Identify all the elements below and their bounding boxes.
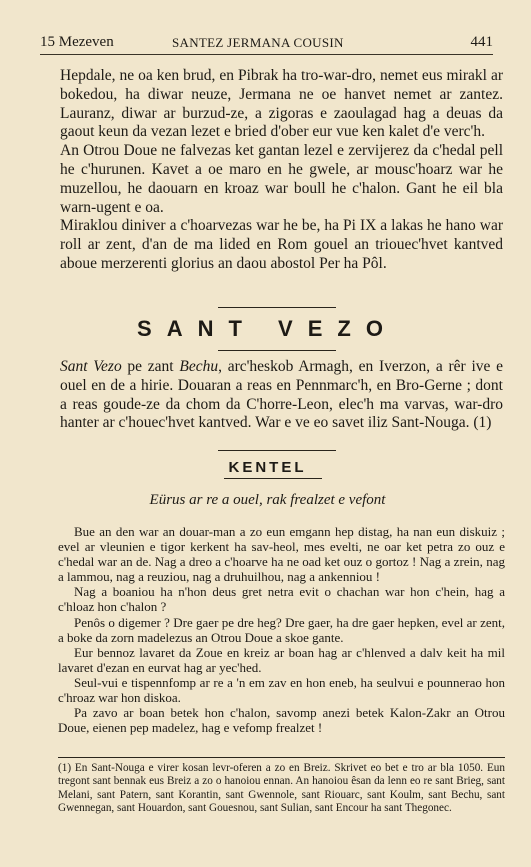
page-number: 441 (470, 34, 493, 50)
paragraph: Bue an den war an douar-man a zo eun emgann hep distag, ha nan eun diskuiz ; evel ar vleunien e tigor kerkent ha sav-heol, mes evelti, ne oar ket petra zo ouz e c'hedal war an de. Nag a dreo a c'hoarve ha ne oad ket ouz o gortoz ! Nag a zrein, nag a lammou, nag a reuziou, nag a druhuilhou, nag a ankenniou ! (58, 524, 505, 585)
paragraph: Eur bennoz lavaret da Zoue en kreiz ar boan hag ar c'hlenved a dalv keit ha mil lavaret d'ezan en eurvat hag ar yec'hed. (58, 644, 505, 675)
saint-biography (60, 358, 503, 433)
footnote-rule (58, 757, 505, 758)
paragraph: Penôs o digemer ? Dre gaer pe dre heg? Dre gaer, ha dre gaer hepken, evel ar zent, a boke da zorn madelezus an Otrou Doue a skoe gante. (58, 614, 505, 645)
main-text (60, 67, 503, 274)
saint-title: SANT VEZO (137, 316, 398, 341)
running-header (40, 32, 493, 55)
saint-name: Sant Vezo (60, 358, 122, 375)
lesson-title: KENTEL (228, 459, 307, 476)
footnote: (1) En Sant-Nouga e virer kosan levr-oferen a zo en Breiz. Skrivet eo bet e tro ar bla 1050. Eun tregont sant bennak eus Breiz a zo o hanoiou ennan. An hanoiou êsan da lenn eo re sant Brieg, sant Melani, sant Patern, sant Korantin, sant Gwennole, sant Riouarc, sant Koulm, sant Bechu, sant Gwennegan, sant Houardon, sant Gouesnou, sant Sulian, sant Encour ha sant Thegonec. (58, 762, 505, 815)
section-divider (218, 450, 336, 451)
bechu-name: Bechu (179, 358, 219, 375)
section-divider (218, 307, 336, 308)
paragraph: Seul-vui e tispennfomp ar re a 'n em zav en hon eneb, ha seulvui e pounnerao hon c'hroaz war hon diskoa. (58, 674, 505, 706)
lesson-underline (224, 478, 322, 479)
paragraph: Miraklou diniver a c'hoarvezas war he be, ha Pi IX a lakas he hano war roll ar zent, d'an de ma lided en Rom gouel an triouec'hvet kantved aboue merzerenti glorius an daou abostol Per ha Pôl. (60, 217, 503, 272)
paragraph: Nag a boaniou ha n'hon deus gret netra evit o chachan war hon c'hein, hag a c'hloaz hon c'halon ? (58, 584, 505, 615)
bio-text: pe zant (121, 358, 180, 375)
header-date: 15 Mezeven (40, 34, 114, 50)
section-divider (218, 350, 336, 351)
lesson-subtitle: Eürus ar re a ouel, rak frealzet e vefont (149, 492, 386, 508)
header-title: SANTEZ JERMANA COUSIN (172, 35, 344, 50)
paragraph: An Otrou Doue ne falvezas ket gantan lezel e zervijerez da c'hedal pell he c'hurunen. Kavet a oe maro en he gwele, ar mousc'hoarz war he muzellou, he daouarn en kroaz war boull he c'halon. Gant he eil bla warn-ugent e oa. (60, 142, 503, 216)
paragraph: Pa zavo ar boan betek hon c'halon, savomp anezi betek Kalon-Zakr an Otrou Doue, eienen pep madelez, hag e vefomp frealzet ! (58, 705, 505, 736)
paragraph: Hepdale, ne oa ken brud, en Pibrak ha tro-war-dro, nemet eus mirakl ar bokedou, ha diwar neuze, Jermana ne oe hanvet nemet ar zantez. Lauranz, diwar ar burzud-ze, a zigoras e zaoulagad hag a deuas da gaout keun da vezan lezet e bried d'ober eur vue ken kalet d'e verc'h. (60, 67, 503, 141)
bio-text: , arc'heskob Armagh, en Iverzon, a rêr ive e ouel en de a hirie. Douaran a reas en Pennmarc'h, en Bro-Gerne ; dont a reas goude-ze da chom da C'horre-Leon, elec'h ma varvas, war-dro hanter ar c'houec'hvet kantved. War e ve eo savet iliz Sant-Nouga. (1) (60, 358, 504, 432)
lesson-text (58, 524, 505, 735)
